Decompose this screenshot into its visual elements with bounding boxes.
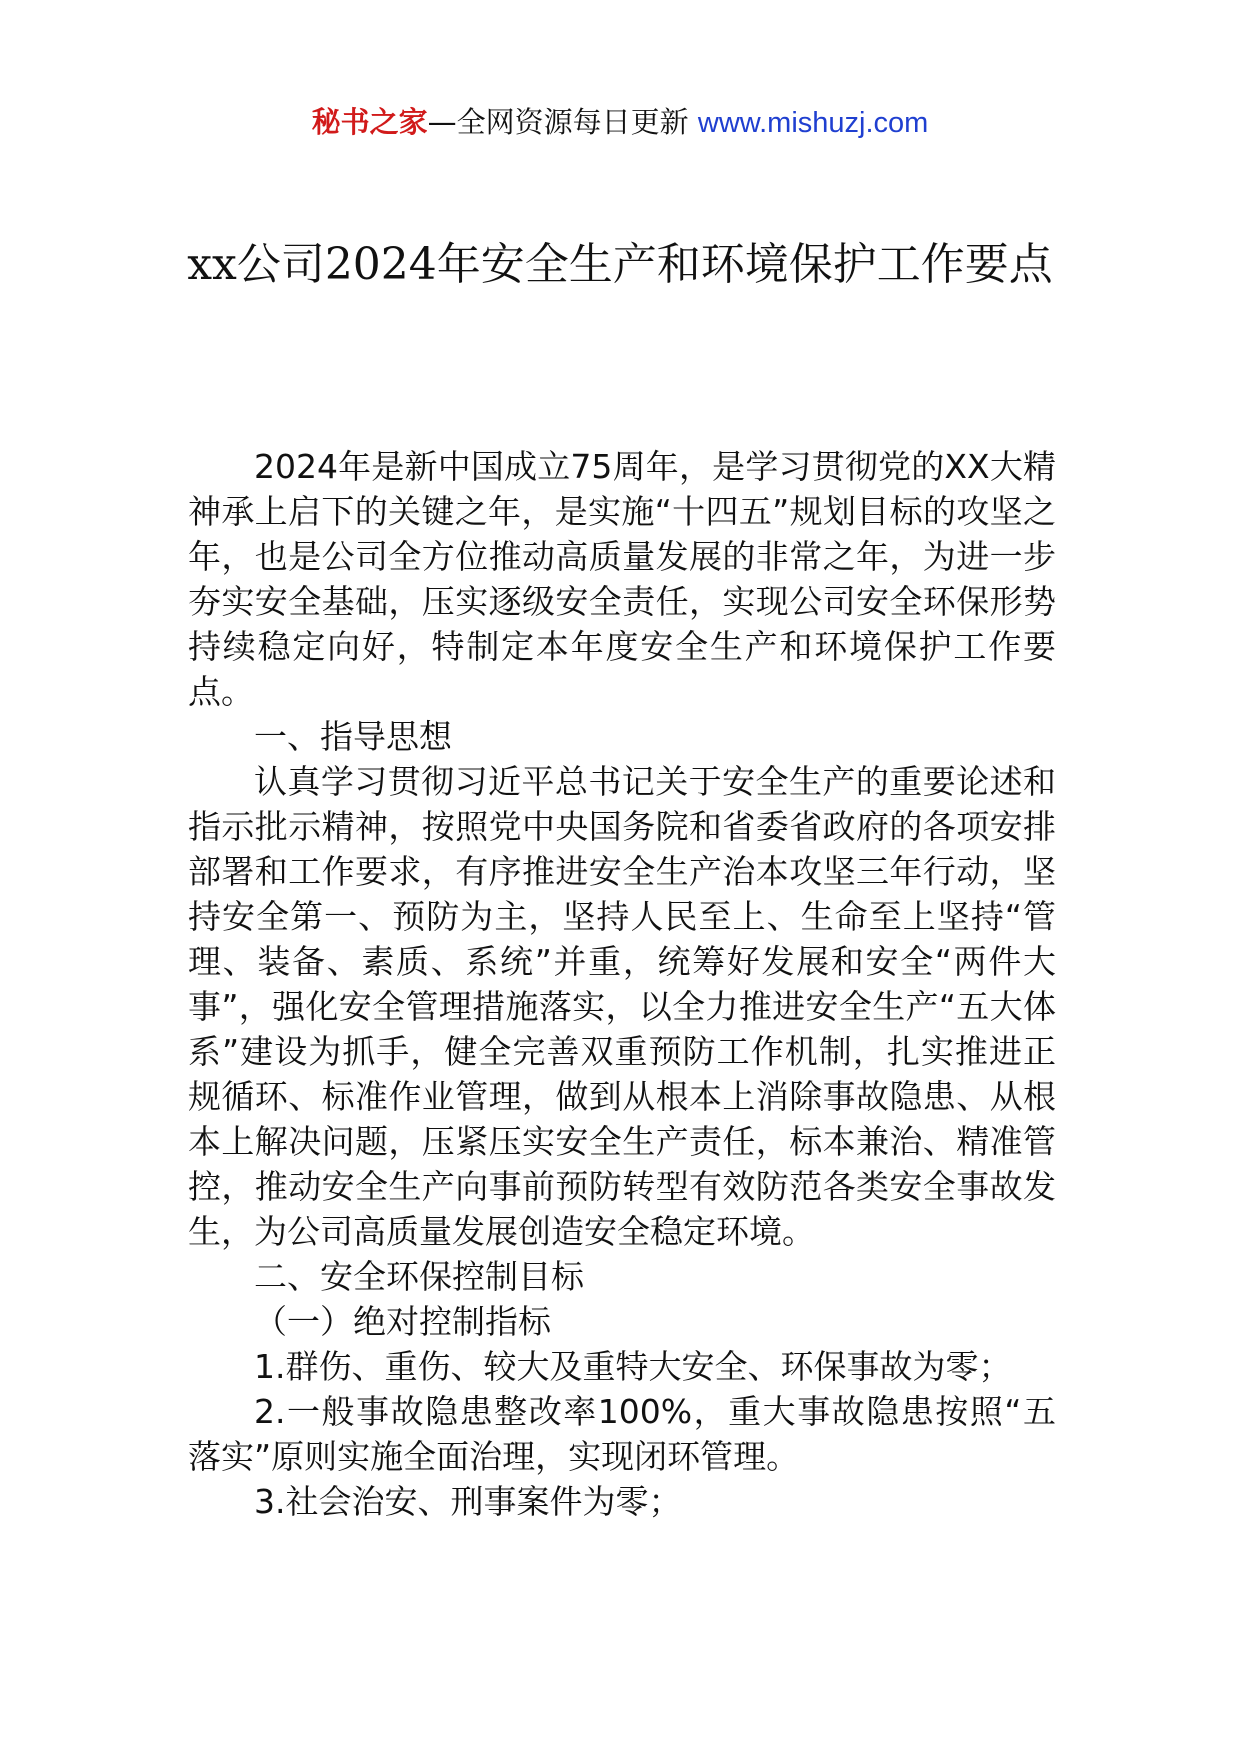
section-heading-guiding-ideology: 一、指导思想: [254, 717, 452, 756]
list-item-3: 3.社会治安、刑事案件为零；: [254, 1482, 682, 1521]
list-item-2: 2.一般事故隐患整改率100%，重大事故隐患按照“五落实”原则实施全面治理，实现闭环管理。: [188, 1392, 1056, 1476]
subsection-heading-absolute-indicators: （一）绝对控制指标: [254, 1302, 551, 1341]
site-header: [0, 102, 1240, 143]
document-title: xx公司2024年安全生产和环境保护工作要点: [187, 239, 1053, 290]
site-url-link[interactable]: www.mishuzj.com: [697, 107, 929, 139]
document-body: [188, 444, 1056, 1524]
intro-paragraph: 2024年是新中国成立75周年，是学习贯彻党的XX大精神承上启下的关键之年，是实施“十四五”规划目标的攻坚之年，也是公司全方位推动高质量发展的非常之年，为进一步夯实安全基础，压实逐级安全责任，实现公司安全环保形势持续稳定向好，特制定本年度安全生产和环境保护工作要点。: [188, 447, 1056, 711]
section-heading-control-targets: 二、安全环保控制目标: [254, 1257, 584, 1296]
guiding-ideology-paragraph: 认真学习贯彻习近平总书记关于安全生产的重要论述和指示批示精神，按照党中央国务院和省委省政府的各项安排部署和工作要求，有序推进安全生产治本攻坚三年行动，坚持安全第一、预防为主，坚持人民至上、生命至上坚持“管理、装备、素质、系统”并重，统筹好发展和安全“两件大事”，强化安全管理措施落实，以全力推进安全生产“五大体系”建设为抓手，健全完善双重预防工作机制，扎实推进正规循环、标准作业管理，做到从根本上消除事故隐患、从根本上解决问题，压紧压实安全生产责任，标本兼治、精准管控，推动安全生产向事前预防转型有效防范各类安全事故发生，为公司高质量发展创造安全稳定环境。: [188, 762, 1056, 1251]
list-item-1: 1.群伤、重伤、较大及重特大安全、环保事故为零；: [254, 1347, 1012, 1386]
site-brand: 秘书之家: [311, 105, 428, 139]
site-tagline: —全网资源每日更新: [427, 105, 698, 139]
